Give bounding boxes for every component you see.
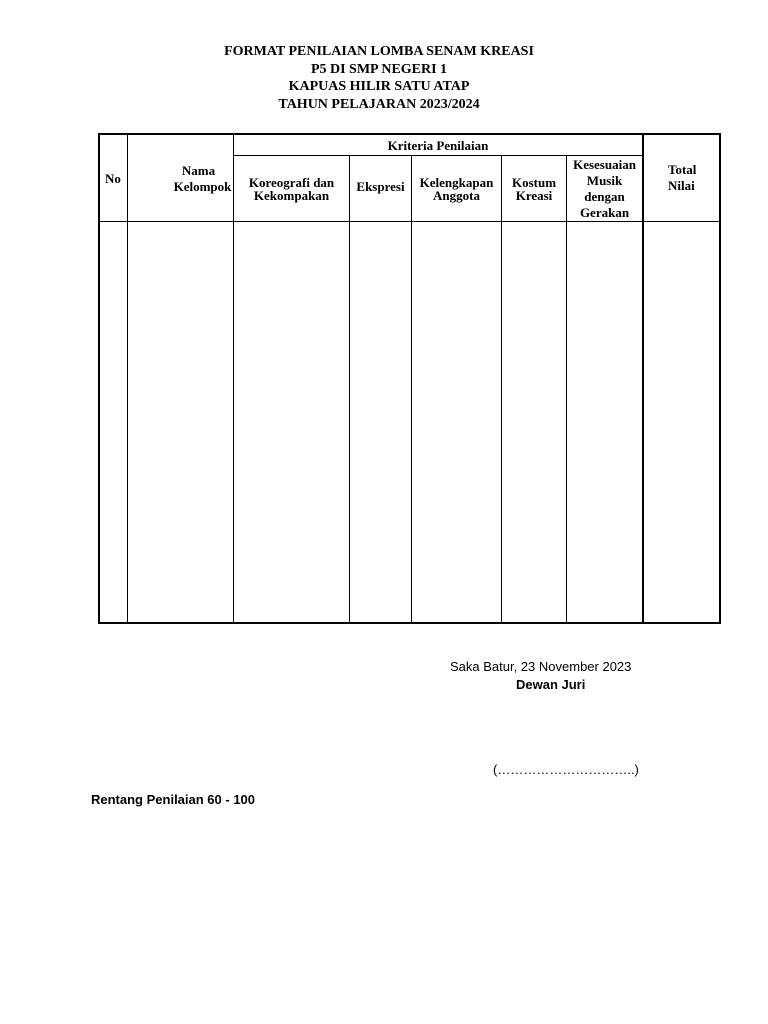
title-line-4: TAHUN PELAJARAN 2023/2024 (278, 96, 480, 112)
table-col-divider (349, 155, 350, 624)
table-col-divider (566, 155, 567, 624)
signer-role: Dewan Juri (516, 677, 586, 692)
header-kostum-kreasi: Kostum Kreasi (511, 175, 557, 203)
header-kesesuaian: Kesesuaian Musik dengan Gerakan (573, 157, 636, 220)
header-total-nilai: Total Nilai (668, 162, 697, 193)
header-ekspresi: Ekspresi (356, 178, 405, 194)
signature-name-placeholder: (…………………………..) (493, 762, 639, 777)
header-kelengkapan: Kelengkapan Anggota (419, 175, 494, 203)
table-col-divider (411, 155, 412, 624)
title-line-3: KAPUAS HILIR SATU ATAP (288, 79, 470, 94)
header-nama-kelompok: Nama Kelompok (173, 163, 232, 194)
title-line-1: FORMAT PENILAIAN LOMBA SENAM KREASI (224, 44, 534, 59)
title-line-2: P5 DI SMP NEGERI 1 (310, 61, 448, 77)
header-koreografi: Koreografi dan Kekompakan (248, 175, 335, 203)
header-kriteria-penilaian: Kriteria Penilaian (387, 137, 489, 153)
document-title (0, 43, 768, 113)
header-no: No (105, 170, 121, 186)
rating-range-note: Rentang Penilaian 60 - 100 (91, 792, 256, 807)
place-date: Saka Batur, 23 November 2023 (450, 659, 632, 674)
table-col-divider (501, 155, 502, 624)
